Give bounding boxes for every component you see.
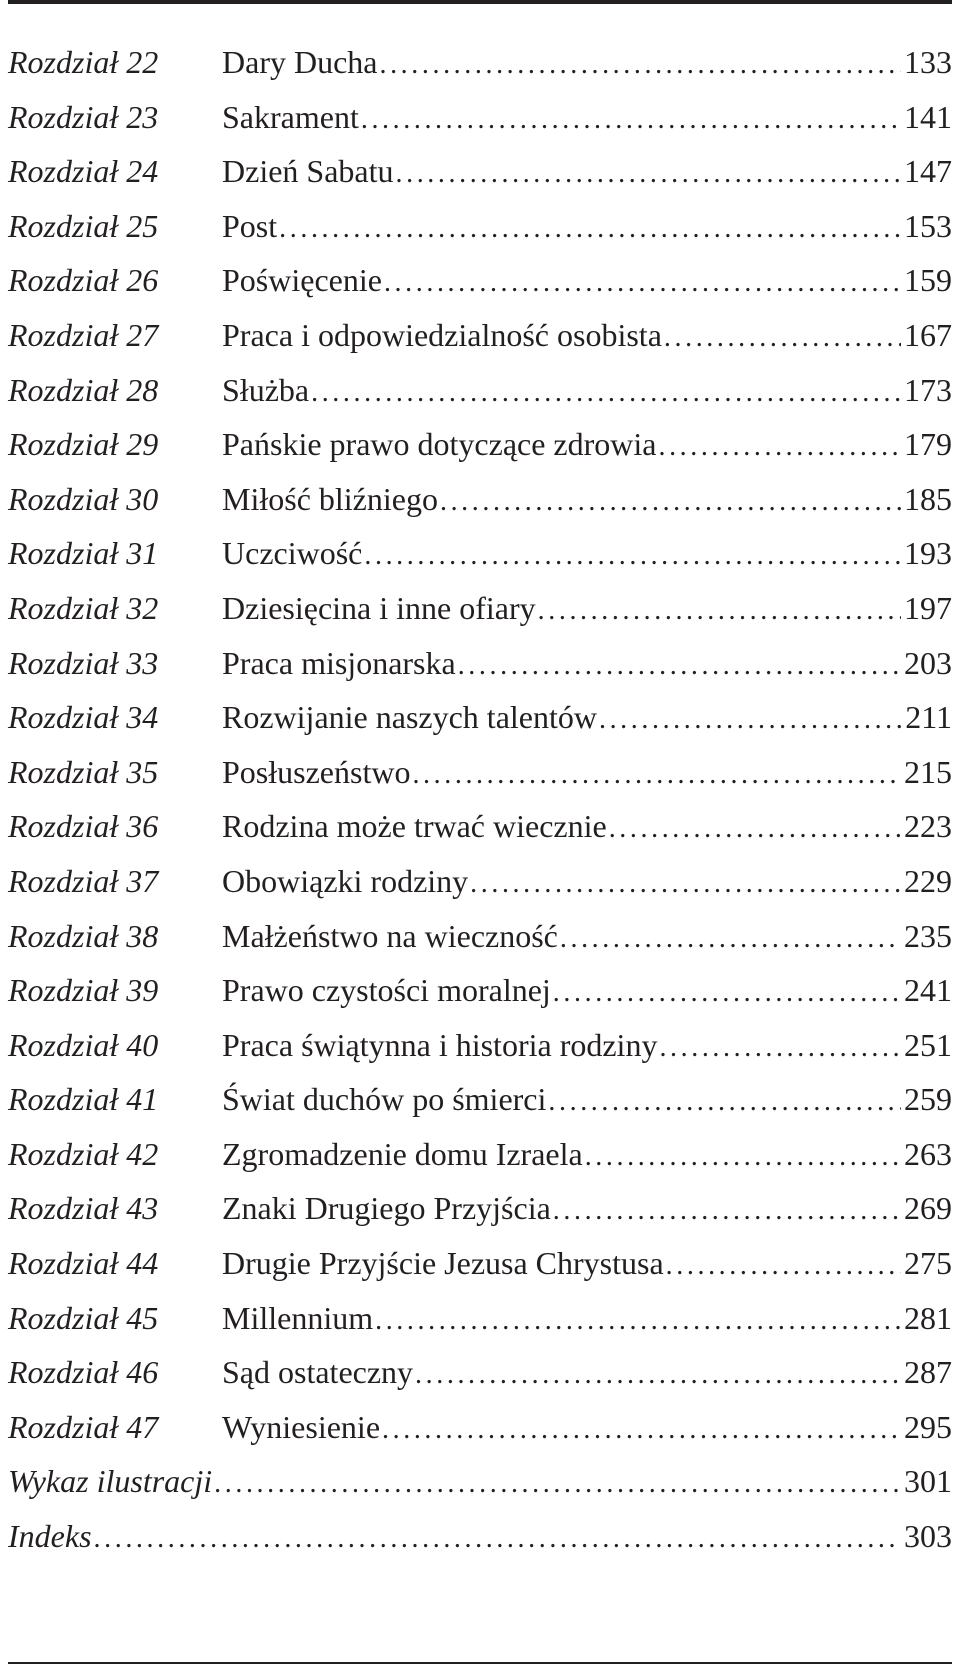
chapter-title: Zgromadzenie domu Izraela	[222, 1135, 583, 1172]
chapter-number: Rozdział 22	[8, 44, 159, 80]
page-number: 133	[904, 44, 952, 80]
chapter-title: Dary Ducha	[222, 44, 378, 80]
toc-entry[interactable]	[8, 417, 952, 472]
page-number: 263	[904, 1135, 952, 1172]
dot-leader	[553, 966, 901, 1021]
toc-entry[interactable]	[8, 1127, 952, 1182]
chapter-number: Rozdział 23	[8, 98, 159, 135]
dot-leader	[311, 366, 901, 421]
toc-entry-index[interactable]	[8, 1509, 952, 1564]
dot-leader	[658, 420, 901, 475]
chapter-number: Rozdział 40	[8, 1026, 159, 1063]
page-number: 185	[904, 480, 952, 517]
toc-entry[interactable]	[8, 854, 952, 909]
dot-leader	[379, 38, 901, 93]
chapter-number: Rozdział 32	[8, 589, 159, 626]
chapter-title: Rozwijanie naszych talentów	[222, 699, 597, 736]
dot-leader	[279, 202, 901, 257]
chapter-number: Rozdział 39	[8, 972, 159, 1009]
chapter-title: Post	[222, 207, 278, 244]
dot-leader	[659, 1021, 901, 1076]
dot-leader	[664, 311, 901, 366]
dot-leader	[384, 256, 901, 311]
toc-entry[interactable]	[8, 1400, 952, 1455]
chapter-title: Posłuszeństwo	[222, 753, 411, 790]
toc-entry[interactable]	[8, 799, 952, 854]
section-title: Wykaz ilustracji	[8, 1463, 213, 1500]
page-number: 269	[904, 1190, 952, 1227]
chapter-number: Rozdział 45	[8, 1299, 159, 1336]
page-number: 301	[904, 1463, 952, 1500]
page-number: 259	[904, 1081, 952, 1118]
dot-leader	[553, 1184, 901, 1239]
chapter-title: Dzień Sabatu	[222, 153, 394, 190]
chapter-title: Drugie Przyjście Jezusa Chrystusa	[222, 1245, 664, 1282]
section-title: Indeks	[8, 1518, 92, 1555]
dot-leader	[666, 1239, 901, 1294]
toc-entry[interactable]	[8, 1181, 952, 1236]
toc-entry-illustrations[interactable]	[8, 1454, 952, 1509]
toc-entry[interactable]	[8, 526, 952, 581]
chapter-number: Rozdział 30	[8, 480, 159, 517]
chapter-number: Rozdział 36	[8, 808, 159, 845]
chapter-title: Obowiązki rodziny	[222, 862, 469, 899]
chapter-number: Rozdział 47	[8, 1408, 159, 1445]
dot-leader	[585, 1130, 901, 1185]
dot-leader	[396, 147, 902, 202]
chapter-number: Rozdział 41	[8, 1081, 159, 1118]
chapter-title: Uczciwość	[222, 535, 363, 572]
page-number: 147	[904, 153, 952, 190]
chapter-number: Rozdział 24	[8, 153, 159, 190]
dot-leader	[364, 529, 901, 584]
page-number: 167	[904, 316, 952, 353]
chapter-number: Rozdział 43	[8, 1190, 159, 1227]
chapter-number: Rozdział 26	[8, 262, 159, 299]
page-number: 235	[904, 917, 952, 954]
bottom-rule	[8, 1662, 952, 1664]
chapter-title: Poświęcenie	[222, 262, 382, 299]
chapter-title: Prawo czystości moralnej	[222, 972, 551, 1009]
chapter-title: Świat duchów po śmierci	[222, 1081, 547, 1118]
page-number: 241	[904, 972, 952, 1009]
page-number: 303	[904, 1518, 952, 1555]
chapter-number: Rozdział 38	[8, 917, 159, 954]
chapter-title: Służba	[222, 371, 310, 408]
chapter-title: Znaki Drugiego Przyjścia	[222, 1190, 551, 1227]
dot-leader	[214, 1457, 901, 1512]
chapter-number: Rozdział 29	[8, 426, 159, 463]
dot-leader	[412, 748, 901, 803]
chapter-number: Rozdział 35	[8, 753, 159, 790]
toc-entry[interactable]	[8, 636, 952, 691]
toc-entry[interactable]	[8, 90, 952, 145]
dot-leader	[609, 802, 901, 857]
chapter-title: Sakrament	[222, 98, 359, 135]
chapter-title: Sąd ostateczny	[222, 1354, 414, 1391]
dot-leader	[560, 912, 901, 967]
page-number: 275	[904, 1245, 952, 1282]
dot-leader	[382, 1403, 901, 1458]
chapter-title: Dziesięcina i inne ofiary	[222, 589, 536, 626]
toc-entry[interactable]	[8, 1072, 952, 1127]
table-of-contents	[8, 35, 952, 1564]
toc-entry[interactable]	[8, 1291, 952, 1346]
page-number: 193	[904, 535, 952, 572]
page-number: 159	[904, 262, 952, 299]
page-number: 197	[904, 589, 952, 626]
dot-leader	[94, 1512, 901, 1567]
toc-entry[interactable]	[8, 363, 952, 418]
chapter-number: Rozdział 25	[8, 207, 159, 244]
chapter-number: Rozdział 33	[8, 644, 159, 681]
chapter-number: Rozdział 34	[8, 699, 159, 736]
page-number: 295	[904, 1408, 952, 1445]
chapter-title: Małżeństwo na wieczność	[222, 917, 558, 954]
dot-leader	[538, 584, 901, 639]
dot-leader	[548, 1075, 901, 1130]
chapter-title: Praca świątynna i historia rodziny	[222, 1026, 658, 1063]
chapter-number: Rozdział 46	[8, 1354, 159, 1391]
toc-entry[interactable]	[8, 963, 952, 1018]
chapter-title: Millennium	[222, 1299, 374, 1336]
page-number: 179	[904, 426, 952, 463]
toc-entry[interactable]	[8, 144, 952, 199]
page-number: 211	[905, 699, 952, 736]
dot-leader	[361, 93, 901, 148]
toc-entry[interactable]	[8, 745, 952, 800]
page-number: 153	[904, 207, 952, 244]
page-number: 251	[904, 1026, 952, 1063]
dot-leader	[375, 1294, 901, 1349]
chapter-title: Pańskie prawo dotyczące zdrowia	[222, 426, 657, 463]
chapter-title: Praca misjonarska	[222, 644, 456, 681]
toc-entry[interactable]	[8, 581, 952, 636]
top-rule	[8, 0, 952, 4]
page-number: 173	[904, 371, 952, 408]
dot-leader	[599, 693, 902, 748]
toc-entry[interactable]	[8, 1236, 952, 1291]
chapter-title: Miłość bliźniego	[222, 480, 438, 517]
chapter-title: Praca i odpowiedzialność osobista	[222, 316, 662, 353]
toc-entry[interactable]	[8, 909, 952, 964]
page-number: 203	[904, 644, 952, 681]
chapter-number: Rozdział 28	[8, 371, 159, 408]
toc-entry[interactable]	[8, 690, 952, 745]
toc-entry[interactable]	[8, 1345, 952, 1400]
toc-entry[interactable]	[8, 35, 952, 90]
chapter-number: Rozdział 44	[8, 1245, 159, 1282]
dot-leader	[458, 639, 901, 694]
toc-entry[interactable]	[8, 308, 952, 363]
page-number: 229	[904, 862, 952, 899]
page-number: 141	[904, 98, 952, 135]
page-number: 215	[904, 753, 952, 790]
page-number: 223	[904, 808, 952, 845]
chapter-number: Rozdział 27	[8, 316, 159, 353]
toc-entry[interactable]	[8, 199, 952, 254]
dot-leader	[440, 475, 901, 530]
toc-entry[interactable]	[8, 1018, 952, 1073]
toc-entry[interactable]	[8, 253, 952, 308]
chapter-number: Rozdział 31	[8, 535, 159, 572]
chapter-title: Rodzina może trwać wiecznie	[222, 808, 607, 845]
chapter-number: Rozdział 42	[8, 1135, 159, 1172]
dot-leader	[470, 857, 901, 912]
chapter-number: Rozdział 37	[8, 862, 159, 899]
page-number: 281	[904, 1299, 952, 1336]
toc-entry[interactable]	[8, 472, 952, 527]
dot-leader	[415, 1348, 901, 1403]
page-number: 287	[904, 1354, 952, 1391]
chapter-title: Wyniesienie	[222, 1408, 381, 1445]
